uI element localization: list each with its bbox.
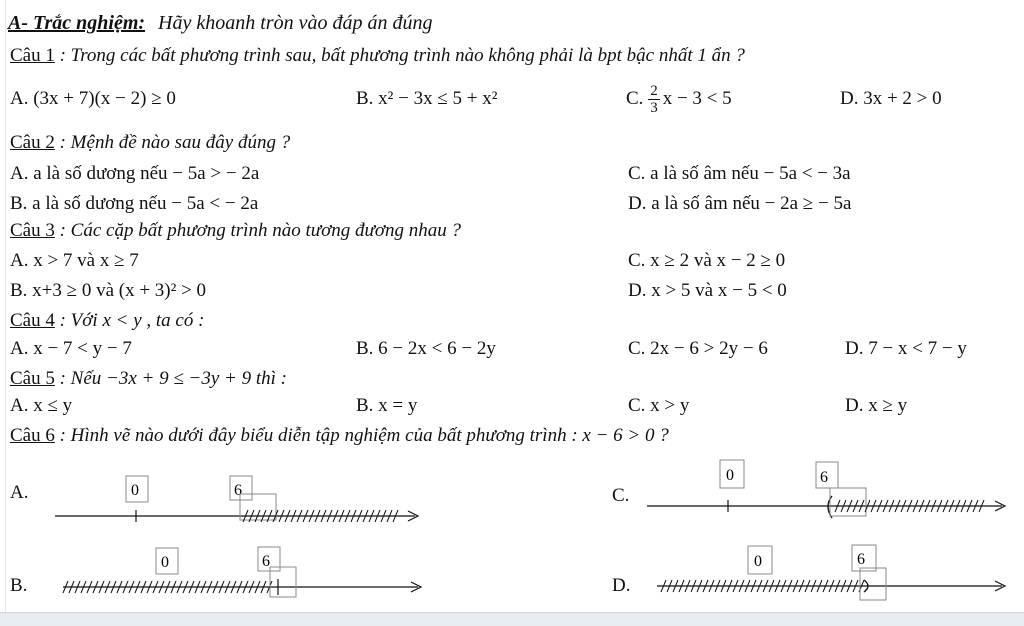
q4-option-a[interactable]: A. x − 7 < y − 7 — [10, 338, 132, 359]
question-5-label: Câu 5 — [10, 368, 55, 389]
fraction-numerator: 2 — [650, 83, 658, 100]
window-bottom-bar — [0, 612, 1024, 626]
q6-option-b-number-line[interactable] — [58, 545, 428, 605]
tick-label-zero: 0 — [726, 467, 734, 484]
boundary-box — [860, 568, 886, 600]
q5-option-d[interactable]: D. x ≥ y — [845, 395, 908, 416]
q3-option-b[interactable]: B. x+3 ≥ 0 và (x + 3)² > 0 — [10, 280, 207, 301]
q6-option-c-number-line[interactable] — [642, 458, 1012, 528]
q1-option-d[interactable]: D. 3x + 2 > 0 — [840, 88, 942, 109]
q4-option-c[interactable]: C. 2x − 6 > 2y − 6 — [628, 338, 768, 359]
q2-option-b[interactable]: B. a là số dương nếu − 5a < − 2a — [10, 193, 259, 214]
q2-option-c[interactable]: C. a là số âm nếu − 5a < − 3a — [628, 163, 851, 184]
tick-label-six: 6 — [262, 553, 270, 570]
question-4 — [10, 310, 204, 332]
question-4-label: Câu 4 — [10, 310, 55, 331]
question-1 — [10, 45, 745, 67]
tick-label-six: 6 — [857, 551, 865, 568]
question-6-text: : Hình vẽ nào dưới đây biểu diễn tập nghiệm của bất phương trình : x − 6 > 0 ? — [59, 425, 669, 446]
q5-option-b[interactable]: B. x = y — [356, 395, 418, 416]
q4-option-d[interactable]: D. 7 − x < 7 − y — [845, 338, 967, 359]
q1-option-c-rest: x − 3 < 5 — [662, 88, 732, 109]
question-1-text: : Trong các bất phương trình sau, bất phương trình nào không phải là bpt bậc nhất 1 ẩn ? — [59, 45, 745, 66]
question-3-label: Câu 3 — [10, 220, 55, 241]
q5-option-a[interactable]: A. x ≤ y — [10, 395, 73, 416]
q6-option-c-letter[interactable]: C. — [612, 485, 630, 506]
tick-label-zero: 0 — [754, 553, 762, 570]
q4-option-b[interactable]: B. 6 − 2x < 6 − 2y — [356, 338, 496, 359]
question-5 — [10, 368, 287, 390]
q3-option-d[interactable]: D. x > 5 và x − 5 < 0 — [628, 280, 787, 301]
q2-option-d[interactable]: D. a là số âm nếu − 2a ≥ − 5a — [628, 193, 852, 214]
question-2 — [10, 132, 290, 154]
question-2-text: : Mệnh đề nào sau đây đúng ? — [59, 132, 291, 153]
tick-label-six: 6 — [234, 482, 242, 499]
section-header — [8, 12, 432, 34]
question-3-text: : Các cặp bất phương trình nào tương đương nhau ? — [59, 220, 461, 241]
question-3 — [10, 220, 461, 242]
q1-option-a[interactable]: A. (3x + 7)(x − 2) ≥ 0 — [10, 88, 176, 109]
q6-option-d-letter[interactable]: D. — [612, 575, 631, 596]
section-title: A- Trắc nghiệm: — [8, 12, 146, 34]
q6-option-a-number-line[interactable] — [50, 472, 430, 532]
question-6 — [10, 425, 669, 447]
question-2-label: Câu 2 — [10, 132, 55, 153]
fraction-denominator: 3 — [650, 100, 658, 117]
tick-label-zero: 0 — [161, 554, 169, 571]
q1-option-c-letter: C. — [626, 88, 644, 109]
q3-option-a[interactable]: A. x > 7 và x ≥ 7 — [10, 250, 139, 271]
q5-option-c[interactable]: C. x > y — [628, 395, 690, 416]
question-4-text: : Với x < y , ta có : — [59, 310, 205, 331]
tick-label-zero: 0 — [131, 482, 139, 499]
q6-option-d-number-line[interactable] — [652, 540, 1012, 608]
q3-option-c[interactable]: C. x ≥ 2 và x − 2 ≥ 0 — [628, 250, 786, 271]
question-1-label: Câu 1 — [10, 45, 55, 66]
q1-option-c[interactable] — [626, 80, 732, 118]
question-6-label: Câu 6 — [10, 425, 55, 446]
tick-label-six: 6 — [820, 469, 828, 486]
fraction — [648, 83, 660, 116]
q2-option-a[interactable]: A. a là số dương nếu − 5a > − 2a — [10, 163, 260, 184]
section-instruction: Hãy khoanh tròn vào đáp án đúng — [158, 12, 433, 34]
question-5-text: : Nếu −3x + 9 ≤ −3y + 9 thì : — [59, 368, 288, 389]
q1-option-b[interactable]: B. x² − 3x ≤ 5 + x² — [356, 88, 498, 109]
q6-option-b-letter[interactable]: B. — [10, 575, 28, 596]
q6-option-a-letter[interactable]: A. — [10, 482, 29, 503]
page-margin-rule — [5, 0, 6, 612]
